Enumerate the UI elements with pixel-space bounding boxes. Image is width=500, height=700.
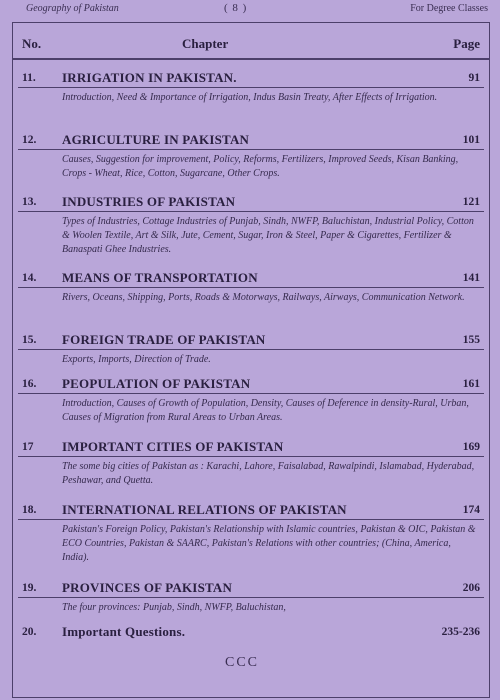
chapter-page: 91 [468,72,480,84]
chapter-title: IMPORTANT CITIES OF PAKISTAN [62,439,284,454]
header-rule [12,58,490,60]
chapter-entry [12,132,490,179]
chapter-number: 20. [22,626,37,638]
chapter-page: 235-236 [441,626,480,638]
chapter-entry [12,70,490,103]
chapter-topics: Introduction, Causes of Growth of Population, Density, Causes of Deference in density-Rural, Urban, Causes of Migration from Rural Areas to Urban Areas. [62,398,469,423]
column-header-page: Page [453,36,480,51]
chapter-rule [18,287,484,288]
class-label: For Degree Classes [410,3,488,14]
chapter-entry [12,270,490,303]
chapter-entry [12,502,490,563]
chapter-entry [12,439,490,486]
chapter-page: 101 [462,134,480,146]
chapter-number: 11. [22,72,36,84]
chapter-number: 15. [22,334,37,346]
chapter-entry [12,376,490,423]
chapter-rule [18,349,484,350]
chapter-title: AGRICULTURE IN PAKISTAN [62,132,250,147]
chapter-topics: Exports, Imports, Direction of Trade. [62,354,211,365]
chapter-title: INDUSTRIES OF PAKISTAN [62,194,236,209]
chapter-topics: Introduction, Need & Importance of Irrigation, Indus Basin Treaty, After Effects of Irrigation. [62,92,438,103]
chapter-page: 155 [462,334,480,346]
chapter-number: 19. [22,582,37,594]
chapter-topics: Causes, Suggestion for improvement, Policy, Reforms, Fertilizers, Improved Seeds, Kisan Banking, Crops - Wheat, Rice, Cotton, Sugarcane, Other Crops. [62,154,459,179]
chapter-rule [18,393,484,394]
chapter-page: 174 [462,504,480,516]
chapter-topics: The four provinces: Punjab, Sindh, NWFP, Baluchistan, [62,602,286,613]
chapter-entry [12,332,490,365]
chapter-entry [12,624,490,642]
chapter-rule [18,597,484,598]
column-headers [12,36,490,56]
column-header-no: No. [22,36,42,51]
chapter-page: 121 [462,196,480,208]
chapter-title: FOREIGN TRADE OF PAKISTAN [62,332,266,347]
chapter-rule [18,149,484,150]
chapter-number: 16. [22,378,37,390]
chapter-page: 206 [462,582,480,594]
chapter-rule [18,87,484,88]
chapter-entry [12,194,490,255]
chapter-page: 169 [462,441,480,453]
chapter-title: IRRIGATION IN PAKISTAN. [62,70,237,85]
chapter-page: 161 [462,378,480,390]
chapter-title: INTERNATIONAL RELATIONS OF PAKISTAN [62,502,347,517]
chapter-title: PROVINCES OF PAKISTAN [62,580,233,595]
chapter-title: PEOPULATION OF PAKISTAN [62,376,251,391]
chapter-rule [18,211,484,212]
chapter-entry [12,580,490,613]
chapter-rule [18,456,484,457]
chapter-number: 17 [22,441,34,453]
page-number: ( 8 ) [224,2,248,14]
chapter-page: 141 [462,272,480,284]
chapter-number: 14. [22,272,37,284]
chapter-title: MEANS OF TRANSPORTATION [62,270,258,285]
chapter-number: 12. [22,134,37,146]
chapter-topics: The some big cities of Pakistan as : Karachi, Lahore, Faisalabad, Rawalpindi, Islamabad, Hyderabad, Peshawar, and Quetta. [62,461,475,486]
book-title: Geography of Pakistan [26,3,119,14]
ornament-mark: CCC [225,655,260,670]
chapter-topics: Pakistan's Foreign Policy, Pakistan's Relationship with Islamic countries, Pakistan & OIC, Pakistan & ECO Countries, Pakistan & SAARC, Pakistan's Relations with other countries; (China, America, India). [62,524,476,563]
chapter-rule [18,519,484,520]
chapter-topics: Rivers, Oceans, Shipping, Ports, Roads & Motorways, Railways, Airways, Communication Network. [62,292,465,303]
column-header-chapter: Chapter [182,36,229,51]
chapter-topics: Types of Industries, Cottage Industries of Punjab, Sindh, NWFP, Baluchistan, Industrial Policy, Cotton & Woolen Textile, Art & Silk, Jute, Cement, Sugar, Iron & Steel, Paper & Cigarettes, Fertilizer & Banaspati Ghee Industries. [62,216,474,255]
chapter-number: 18. [22,504,37,516]
chapter-number: 13. [22,196,37,208]
chapter-title: Important Questions. [62,624,186,639]
running-header [0,0,500,18]
